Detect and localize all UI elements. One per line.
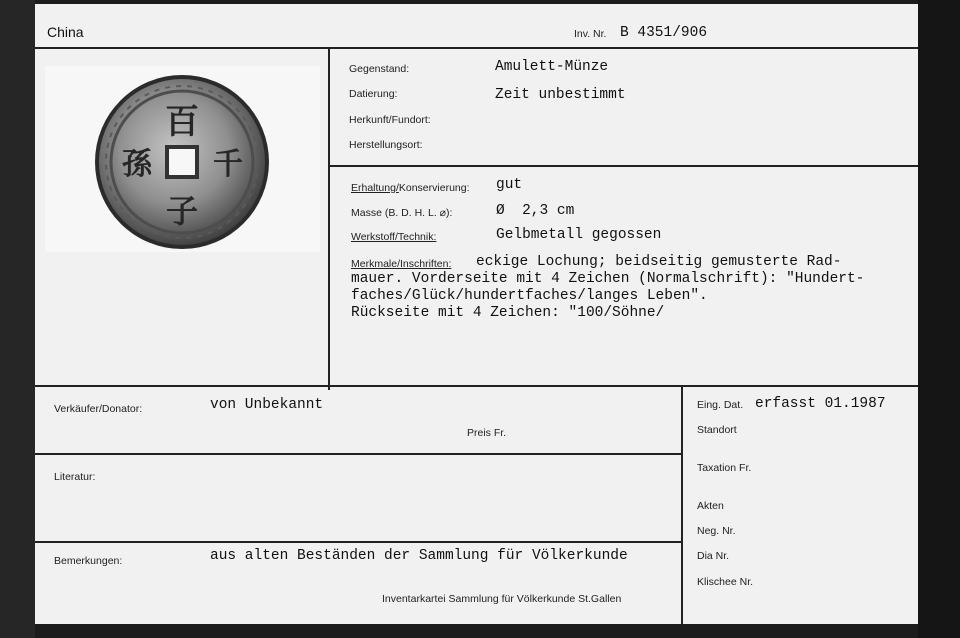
rule-preis-bottom [35,453,681,455]
werkstoff-label: Werkstoff/Technik: [351,231,437,243]
coin-char-right: 千 [213,147,243,182]
merkmale-text: mauer. Vorderseite mit 4 Zeichen (Normalschrift): "Hundert- faches/Glück/hundertfaches/langes Leben". Rückseite mit 4 Zeichen: "100/Söhne/ [351,271,865,321]
standort-label: Standort [697,424,737,436]
rule-photo-right [328,48,330,390]
rule-main-bottom [35,385,918,387]
gegenstand-label: Gegenstand: [349,63,410,75]
erhaltung-label-part-b: Konservierung: [398,182,470,194]
coin-photo [45,66,320,252]
eing-dat-value: erfasst 01.1987 [755,396,886,412]
rule-object-bottom [329,165,918,167]
verkaeufer-label: Verkäufer/Donator: [54,403,143,415]
left-border [0,0,35,638]
verkaeufer-value: von Unbekannt [210,397,324,413]
rule-top [35,47,918,49]
herkunft-label: Herkunft/Fundort: [349,114,431,126]
rule-literatur-bottom [35,541,681,543]
rule-sidebar-left [681,386,683,624]
catalog-card [35,4,918,624]
inv-nr-value: B 4351/906 [620,25,708,41]
inv-nr-label: Inv. Nr. [574,28,607,40]
herstellungsort-label: Herstellungsort: [349,139,423,151]
literatur-label: Literatur: [54,471,96,483]
gegenstand-value: Amulett-Münze [495,59,609,75]
merkmale-line-1: eckige Lochung; beidseitig gemusterte Rad- [476,254,842,270]
erhaltung-label [351,182,470,194]
klischee-nr-label: Klischee Nr. [697,576,754,588]
coin-char-bottom: 子 [165,192,199,230]
akten-label: Akten [697,500,724,512]
bemerkungen-label: Bemerkungen: [54,555,123,567]
eing-dat-label: Eing. Dat. [697,399,744,411]
coin-char-left: 孫 [122,147,152,182]
dia-nr-label: Dia Nr. [697,550,730,562]
preis-label: Preis Fr. [467,427,507,439]
footer-text: Inventarkartei Sammlung für Völkerkunde St.Gallen [382,593,622,605]
erhaltung-label-part-a: Erhaltung/ [351,182,399,194]
datierung-label: Datierung: [349,88,398,100]
masse-value: Ø 2,3 cm [496,203,575,219]
neg-nr-label: Neg. Nr. [697,525,736,537]
masse-label: Masse (B. D. H. L. ⌀): [351,207,453,219]
coin-char-top: 百 [165,102,199,142]
right-border [918,0,960,638]
werkstoff-value: Gelbmetall gegossen [496,227,662,243]
coin-image [45,66,320,252]
bemerkungen-value: aus alten Beständen der Sammlung für Völkerkunde [210,548,628,564]
datierung-value: Zeit unbestimmt [495,87,626,103]
country-label: China [47,24,84,40]
taxation-label: Taxation Fr. [697,462,752,474]
merkmale-label: Merkmale/Inschriften: [351,258,452,270]
erhaltung-value: gut [496,177,523,193]
